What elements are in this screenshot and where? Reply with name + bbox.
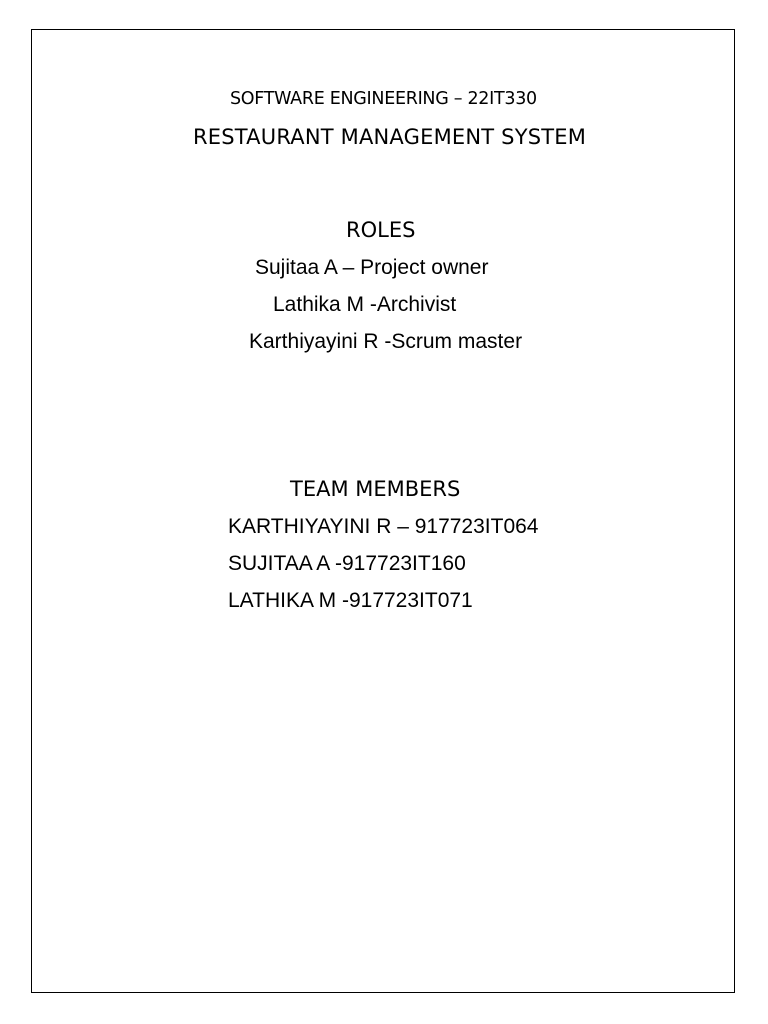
project-title: RESTAURANT MANAGEMENT SYSTEM [193,125,587,149]
team-member-item: LATHIKA M -917723IT071 [228,589,473,612]
team-member-item: SUJITAA A -917723IT160 [228,552,466,575]
course-code-heading: SOFTWARE ENGINEERING – 22IT330 [230,89,537,109]
role-item: Lathika M -Archivist [273,293,457,316]
page-border [31,29,735,993]
team-member-item: KARTHIYAYINI R – 917723IT064 [228,515,539,538]
team-members-heading: TEAM MEMBERS [290,477,461,501]
role-item: Karthiyayini R -Scrum master [249,330,523,353]
roles-heading: ROLES [346,218,416,242]
role-item: Sujitaa A – Project owner [255,256,489,279]
